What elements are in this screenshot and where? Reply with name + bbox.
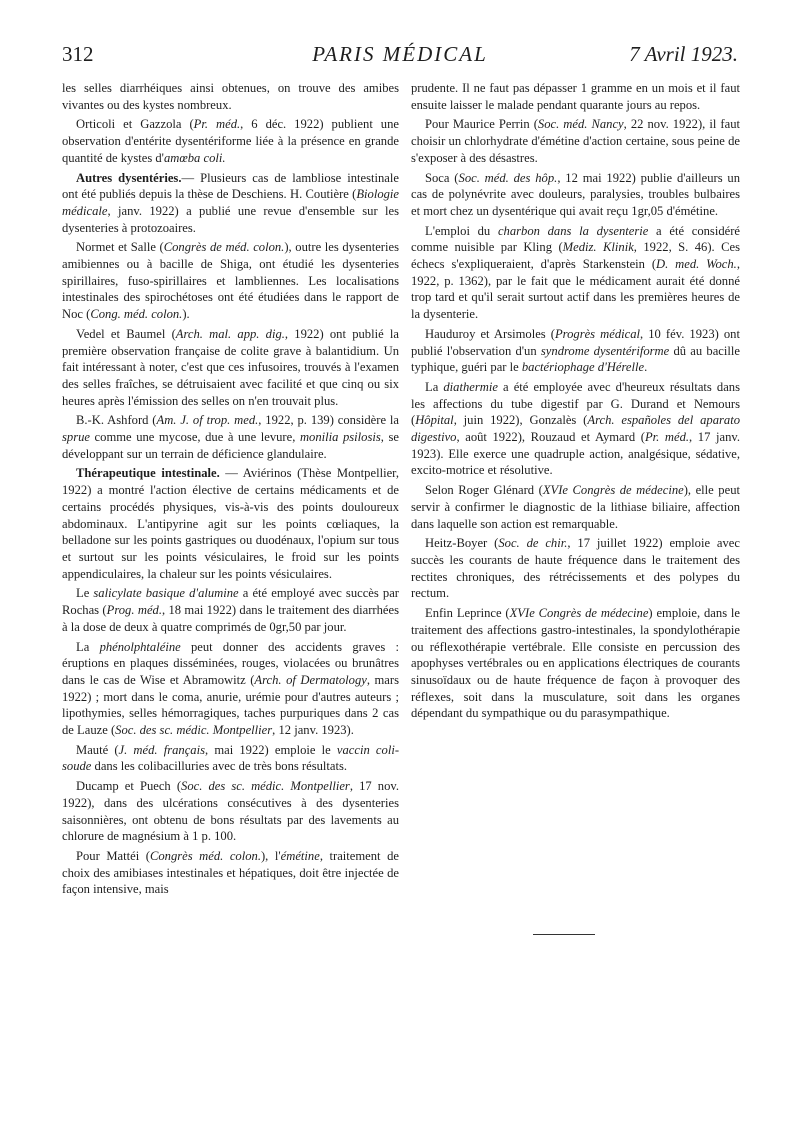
italic-text: monilia psilosis <box>299 430 381 445</box>
journal-title: PARIS MÉDICAL <box>312 42 488 66</box>
text-run: Orticoli et Gazzola ( <box>76 117 194 132</box>
text-run: , 1922) ont publié la première observation française de colite grave à balantidium. Un fait intéressant à noter, c'est que ces infusoires, trouvés à l'examen des selles fraîches, se détruisaient avec facilité et que cinq ou six heures après l'émission des selles on n'en trouvait plus. <box>62 326 399 408</box>
italic-text: XVIe Congrès de médecine <box>542 483 684 498</box>
text-run: . <box>644 360 648 375</box>
italic-text: bactériophage d'Hérelle <box>521 360 645 375</box>
text-run: , 1922, S. 46). Ces échecs s'expliqueraient, d'après Starkenstein ( <box>411 240 740 272</box>
italic-text: Soc. méd. des hôp. <box>458 170 558 185</box>
paragraph <box>62 742 399 775</box>
text-run: Mauté ( <box>76 742 119 757</box>
text-run: Soca ( <box>425 170 459 185</box>
paragraph <box>62 326 399 410</box>
text-run: dans les colibacilluries avec de très bons résultats. <box>91 759 348 774</box>
paragraph <box>411 170 740 220</box>
text-run: a été employé avec succès par Rochas ( <box>62 586 399 618</box>
italic-text: Soc. de chir. <box>498 536 568 551</box>
italic-text: Congrès de méd. colon. <box>163 240 285 255</box>
text-run: , 17 janv. 1923). Elle exerce une quadruple action, analgésique, sédative, excito-motrice et résolutive. <box>411 430 740 478</box>
text-run: prudente. Il ne faut pas dépasser 1 gramme en un mois et il faut ensuite laisser le malade pendant quarante jours au repos. <box>411 81 740 112</box>
text-run: , juin 1922), Gonzalès ( <box>453 413 588 428</box>
italic-text: syndrome dysentériforme <box>540 343 670 358</box>
italic-text: salicylate basique d'alumine <box>93 586 239 601</box>
left-column <box>62 80 399 901</box>
right-column <box>411 80 740 725</box>
text-run: , 1922, p. 1362), par le fait que le médicament aurait été donné trop tard et qu'il serait surtout actif dans les premières heures de la dysenterie. <box>411 257 740 322</box>
italic-text: vaccin coli-soude <box>62 742 400 774</box>
italic-text: Mediz. Klinik <box>562 240 634 255</box>
paragraph <box>62 465 399 582</box>
italic-text: Soc. des sc. médic. Montpellier <box>181 779 350 794</box>
text-run: Pour Mattéi ( <box>76 848 150 863</box>
italic-text: Prog. méd. <box>106 603 162 618</box>
text-run: , 17 nov. 1922), dans des ulcérations consécutives à des dysenteries saisonnières, ont obtenu de bons résultats par des lavements au chlorure de magnésium à 1 p. 100. <box>62 779 399 844</box>
text-run: , 17 juillet 1922) emploie avec succès les courants de haute fréquence dans le traitement des rectites chroniques, des rétrécissements et des polypes du rectum. <box>411 536 740 601</box>
text-run: , traitement de choix des amibiases intestinales et hépatiques, doit être injectée de façon intensive, mais <box>62 848 399 897</box>
paragraph <box>62 412 399 462</box>
text-run: L'emploi du <box>425 223 498 238</box>
text-run: — Plusieurs cas de lambliose intestinale ont été publiés depuis la thèse de Deschiens. H. Coutière ( <box>62 170 399 202</box>
italic-text: phénolphtaléine <box>99 639 181 654</box>
text-run: peut donner des accidents graves : éruptions en plaques disséminées, rouges, violacées ou brunâtres dans le cas de Wise et Abramowitz ( <box>62 639 399 687</box>
italic-text: Soc. des sc. médic. Montpellier <box>115 723 273 738</box>
paragraph <box>62 639 399 739</box>
italic-text: Arch. of Dermatology <box>254 672 367 687</box>
text-run: , 6 déc. 1922) publient une observation d'entérite dysentériforme liée à la présence en grande quantité de kystes d' <box>62 117 399 165</box>
text-run: ), outre les dysenteries amibiennes ou à bacille de Shiga, ont étudié les dysenteries spirillaires, fuso-spirillaires et lambliennes. Les localisations intestinales des spirochétoses ont été étudiées dans le rapport de Noc ( <box>62 240 399 322</box>
italic-text: Arch. mal. app. dig. <box>175 326 285 341</box>
text-run: dû au bacille typhique, guéri par le <box>411 343 740 375</box>
italic-text: Arch. españoles del aparato digestivo <box>411 413 740 445</box>
paragraph <box>62 239 399 323</box>
text-run: , mars 1922) ; mort dans le coma, anurie, urémie pour d'autres auteurs ; lipothymies, selles hémorragiques, taches purpuriques dans 2 cas de Lauze ( <box>62 672 399 738</box>
italic-text: J. méd. français <box>118 742 206 757</box>
italic-text: Biologie médicale <box>62 187 399 218</box>
italic-text: XVIe Congrès de médecine <box>509 606 649 621</box>
page-number: 312 <box>62 42 94 66</box>
section-heading: Autres dysentéries. <box>76 170 182 185</box>
text-run: — Aviérinos (Thèse Montpellier, 1922) a montré l'action élective de certains médicaments et de certains procédés physiques, vis-à-vis des points douloureux abdominaux. L'antipyrine agit sur les points cœliaques, la belladone sur les points gastriques ou duodénaux, l'opium sur tous et surtout sur les points vésiculaires, le froid sur les points appendiculaires, la chaleur sur les points vésiculaires. <box>62 466 399 581</box>
italic-text: charbon dans la dysenterie <box>497 223 649 238</box>
paragraph <box>411 223 740 323</box>
text-run: Vedel et Baumel ( <box>76 326 176 341</box>
paragraph <box>62 585 399 635</box>
paragraph <box>62 116 399 166</box>
text-run: a été employée avec d'heureux résultats dans les affections du tube digestif par G. Durand et Nemours ( <box>411 379 740 428</box>
text-run: , 10 fév. 1923) ont publié l'observation d'un <box>411 326 740 358</box>
paragraph <box>411 326 740 376</box>
italic-text: Progrès médical <box>554 326 641 341</box>
section-heading: Thérapeutique intestinale. <box>76 466 220 481</box>
text-run: La <box>76 639 100 654</box>
text-run: , 12 janv. 1923). <box>272 723 354 738</box>
italic-text: Am. J. of trop. med. <box>156 413 259 428</box>
italic-text: Congrès méd. colon. <box>149 848 261 863</box>
issue-date: 7 Avril 1923. <box>629 42 738 66</box>
text-run: Selon Roger Glénard ( <box>425 483 543 498</box>
text-run: ), elle peut servir à confirmer le diagnostic de la lithiase biliaire, affection dans laquelle son action est remarquable. <box>411 483 740 531</box>
paragraph <box>411 80 740 113</box>
italic-text: diathermie <box>443 379 498 394</box>
text-run: , 1922, p. 139) considère la <box>258 413 399 428</box>
text-run: a été considéré comme nuisible par Kling ( <box>411 223 740 255</box>
text-run: Pour Maurice Perrin ( <box>425 117 538 132</box>
paragraph <box>411 482 740 532</box>
text-run: , 12 mai 1922) publie d'ailleurs un cas de polynévrite avec douleurs, paralysies, troubles bulbaires et mort chez un dysentérique qui avait reçu 1gr,05 d'émétine. <box>411 170 741 218</box>
italic-text: Pr. méd. <box>644 430 690 445</box>
italic-text: émétine <box>280 848 320 863</box>
text-run: ) emploie, dans le traitement des affections gastro-intestinales, la spondylothérapie ou réflexothérapie vertébrale. Elle consiste en percussion des apophyses vertébrales ou en applications électriques de courants sinusoïdaux ou de haute fréquence de façon à provoquer des réflexes, soit dans la musculature, soit dans les organes dépendant du sympathique ou du parasympathique. <box>411 606 741 721</box>
italic-text: D. med. Woch. <box>656 257 737 272</box>
page-header <box>62 42 738 72</box>
text-run: La <box>425 379 444 394</box>
text-run: , mai 1922) emploie le <box>205 742 337 757</box>
text-run: , 22 nov. 1922), il faut choisir un chlorhydrate d'émétine d'action certaine, sous peine de s'exposer à des désastres. <box>411 117 740 165</box>
text-run: ). <box>182 307 190 322</box>
text-run: Normet et Salle ( <box>76 240 164 255</box>
text-run: , août 1922), Rouzaud et Aymard ( <box>456 430 645 445</box>
italic-text: amœba coli. <box>163 150 226 165</box>
paragraph <box>62 170 399 237</box>
text-run: , se développant sur un terrain de déficience glandulaire. <box>62 430 399 461</box>
paragraph <box>411 116 740 166</box>
end-rule <box>533 934 595 935</box>
text-run: Hauduroy et Arsimoles ( <box>425 326 555 341</box>
text-run: Enfin Leprince ( <box>425 606 510 621</box>
paragraph <box>62 848 399 898</box>
text-run: B.-K. Ashford ( <box>76 413 157 428</box>
italic-text: Cong. méd. colon. <box>90 307 183 322</box>
text-run: , janv. 1922) a publié une revue d'ensemble sur les dysenteries à protozoaires. <box>62 203 399 235</box>
paragraph <box>62 778 399 845</box>
text-run: les selles diarrhéiques ainsi obtenues, on trouve des amibes vivantes ou des kystes nombreux. <box>62 81 399 112</box>
italic-text: Pr. méd. <box>193 117 241 132</box>
italic-text: Soc. méd. Nancy <box>537 117 624 132</box>
paragraph <box>411 535 740 602</box>
paragraph <box>62 80 399 113</box>
text-run: Ducamp et Puech ( <box>76 779 182 794</box>
text-run: ), l' <box>260 848 281 863</box>
text-run: comme une mycose, due à une levure, <box>90 430 300 445</box>
text-run: , 18 mai 1922) dans le traitement des diarrhées à la dose de deux à quatre comprimés de 0gr,50 par jour. <box>62 603 399 634</box>
italic-text: sprue <box>62 430 90 445</box>
paragraph <box>411 605 740 722</box>
italic-text: Hôpital <box>415 413 454 428</box>
text-run: Le <box>76 586 94 601</box>
paragraph <box>411 379 740 479</box>
text-run: Heitz-Boyer ( <box>425 536 499 551</box>
